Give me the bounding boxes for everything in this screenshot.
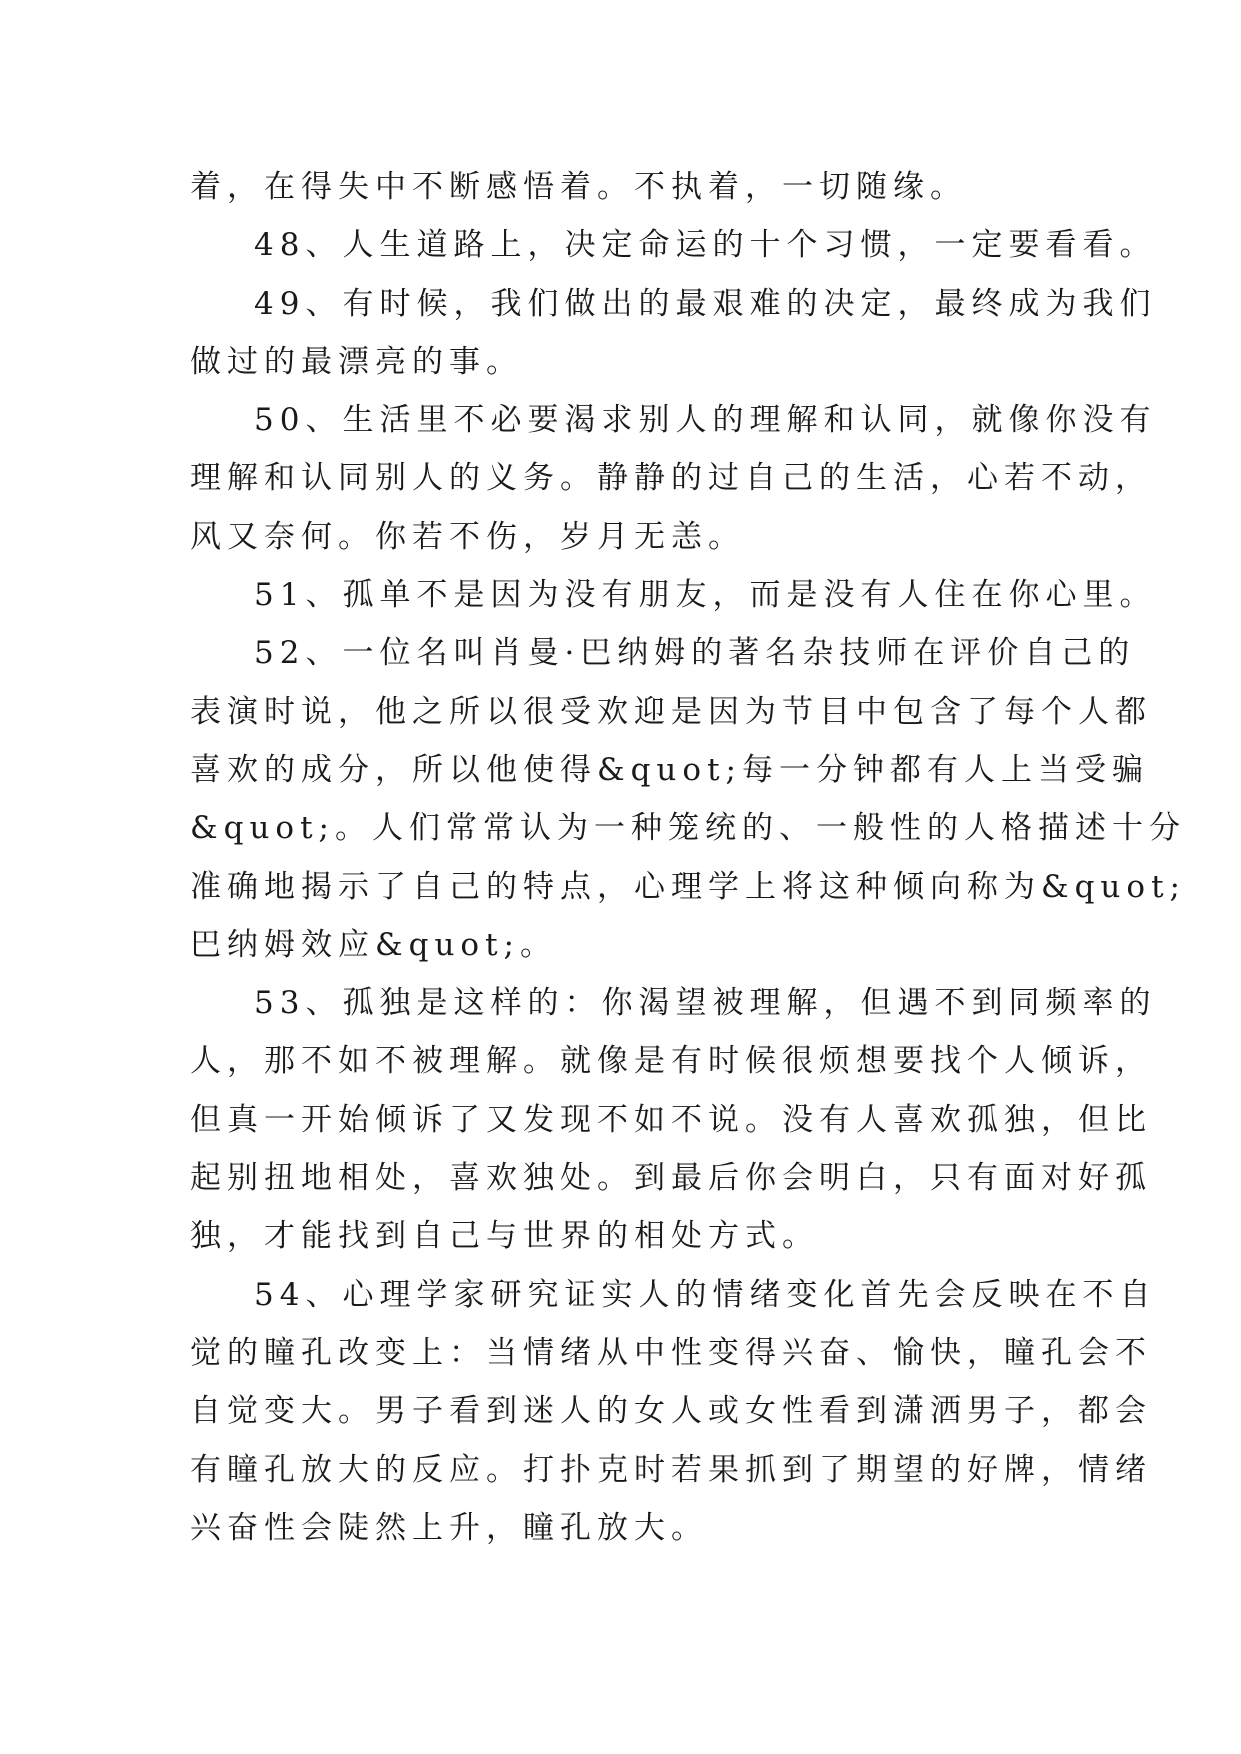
paragraph-first-line: 52、一位名叫肖曼·巴纳姆的著名杂技师在评价自己的 xyxy=(254,635,1136,672)
paragraph-line: 自觉变大。男子看到迷人的女人或女性看到潇洒男子，都会 xyxy=(190,1393,1152,1430)
paragraph-line: 巴纳姆效应&quot;。 xyxy=(190,926,557,963)
paragraph-line: 独，才能找到自己与世界的相处方式。 xyxy=(190,1218,819,1255)
document-body xyxy=(190,158,1186,1557)
paragraph-line: 风又奈何。你若不伤，岁月无恙。 xyxy=(190,518,745,555)
paragraph-line: 觉的瞳孔改变上：当情绪从中性变得兴奋、愉快，瞳孔会不 xyxy=(190,1334,1152,1371)
paragraph-line: &quot;。人们常常认为一种笼统的、一般性的人格描述十分 xyxy=(190,810,1186,847)
paragraph-first-line: 48、人生道路上，决定命运的十个习惯，一定要看看。 xyxy=(254,227,1157,264)
paragraph-line: 兴奋性会陡然上升，瞳孔放大。 xyxy=(190,1509,708,1546)
paragraph-first-line: 53、孤独是这样的：你渴望被理解，但遇不到同频率的 xyxy=(254,985,1157,1022)
paragraph-first-line: 51、孤单不是因为没有朋友，而是没有人住在你心里。 xyxy=(254,577,1157,614)
paragraph-line: 喜欢的成分，所以他使得&quot;每一分钟都有人上当受骗 xyxy=(190,751,1149,788)
paragraph-line: 人，那不如不被理解。就像是有时候很烦想要找个人倾诉， xyxy=(190,1043,1152,1080)
paragraph-first-line: 49、有时候，我们做出的最艰难的决定，最终成为我们 xyxy=(254,285,1157,322)
paragraph-line: 准确地揭示了自己的特点，心理学上将这种倾向称为&quot; xyxy=(190,868,1186,905)
paragraph-line: 但真一开始倾诉了又发现不如不说。没有人喜欢孤独，但比 xyxy=(190,1101,1152,1138)
paragraph-line: 起别扭地相处，喜欢独处。到最后你会明白，只有面对好孤 xyxy=(190,1160,1152,1197)
paragraph-line: 有瞳孔放大的反应。打扑克时若果抓到了期望的好牌，情绪 xyxy=(190,1451,1152,1488)
paragraph-line: 理解和认同别人的义务。静静的过自己的生活，心若不动， xyxy=(190,460,1152,497)
paragraph-first-line: 50、生活里不必要渴求别人的理解和认同，就像你没有 xyxy=(254,402,1157,439)
paragraph-first-line: 54、心理学家研究证实人的情绪变化首先会反映在不自 xyxy=(254,1276,1157,1313)
paragraph-line: 着，在得失中不断感悟着。不执着，一切随缘。 xyxy=(190,169,967,205)
paragraph-line: 表演时说，他之所以很受欢迎是因为节目中包含了每个人都 xyxy=(190,693,1152,730)
paragraph-line: 做过的最漂亮的事。 xyxy=(190,343,523,380)
